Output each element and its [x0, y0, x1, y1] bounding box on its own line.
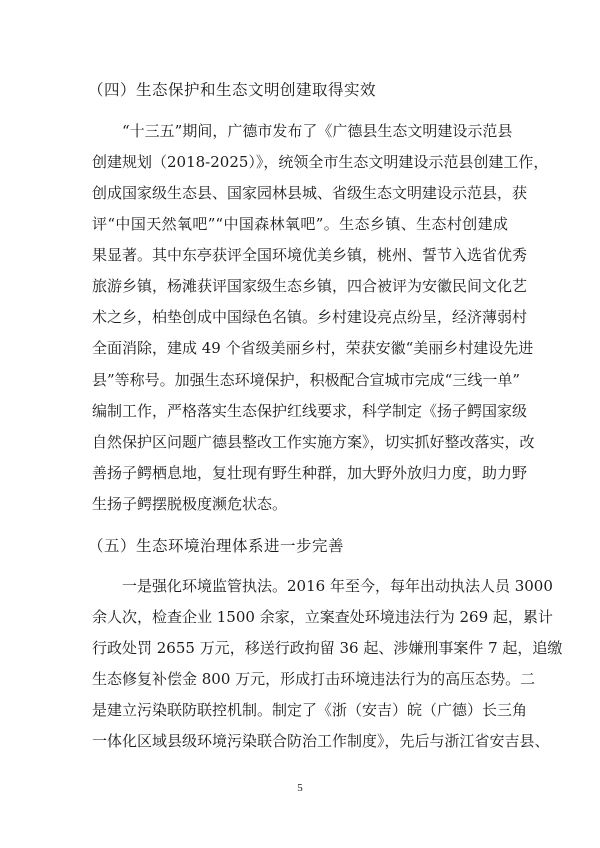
- section-5-heading: （五）生态环境治理体系进一步完善: [88, 537, 345, 555]
- paragraph-line: 生态修复补偿金 800 万元，形成打击环境违法行为的高压态势。二: [92, 670, 536, 688]
- paragraph-line: 评“中国天然氧吧”“中国森林氧吧”。生态乡镇、生态村创建成: [92, 215, 508, 233]
- paragraph-line: 果显著。其中东亭获评全国环境优美乡镇，桃州、誓节入选省优秀: [92, 246, 528, 264]
- paragraph-line: 创成国家级生态县、国家园林县城、省级生态文明建设示范县，获: [92, 184, 528, 202]
- paragraph-line: 县”等称号。加强生态环境保护，积极配合宣城市完成“三线一单”: [92, 371, 521, 389]
- paragraph-line: 一是强化环境监管执法。2016 年至今，每年出动执法人员 3000: [122, 577, 553, 595]
- paragraph-line: 全面消除，建成 49 个省级美丽乡村，荣获安徽“美丽乡村建设先进: [92, 339, 534, 357]
- paragraph-line: 旅游乡镇，杨滩获评国家级生态乡镇，四合被评为安徽民间文化艺: [92, 277, 528, 295]
- paragraph-line: 术之乡，柏垫创成中国绿色名镇。乡村建设亮点纷呈，经济薄弱村: [92, 308, 528, 326]
- paragraph-line: 一体化区域县级环境污染联合防治工作制度》，先后与浙江省安吉县、: [92, 732, 550, 750]
- paragraph-line: “十三五”期间，广德市发布了《广德县生态文明建设示范县: [122, 122, 513, 140]
- paragraph-line: 创建规划（2018-2025）》，统领全市生态文明建设示范县创建工作，: [92, 153, 549, 171]
- paragraph-line: 余人次，检查企业 1500 余家，立案查处环境违法行为 269 起，累计: [92, 608, 553, 626]
- section-4-heading: （四）生态保护和生态文明创建取得实效: [88, 81, 377, 99]
- paragraph-line: 编制工作，严格落实生态保护红线要求，科学制定《扬子鳄国家级: [92, 402, 528, 420]
- paragraph-line: 是建立污染联防联控机制。制定了《浙（安吉）皖（广德）长三角: [92, 701, 528, 719]
- paragraph-line: 行政处罚 2655 万元，移送行政拘留 36 起、涉嫌刑事案件 7 起，追缴: [92, 639, 563, 657]
- paragraph-line: 善扬子鳄栖息地，复壮现有野生种群，加大野外放归力度，助力野: [92, 464, 528, 482]
- paragraph-line: 自然保护区问题广德县整改工作实施方案》，切实抓好整改落实，改: [92, 433, 535, 451]
- page-number: 5: [297, 782, 303, 794]
- paragraph-line: 生扬子鳄摆脱极度濒危状态。: [92, 495, 288, 513]
